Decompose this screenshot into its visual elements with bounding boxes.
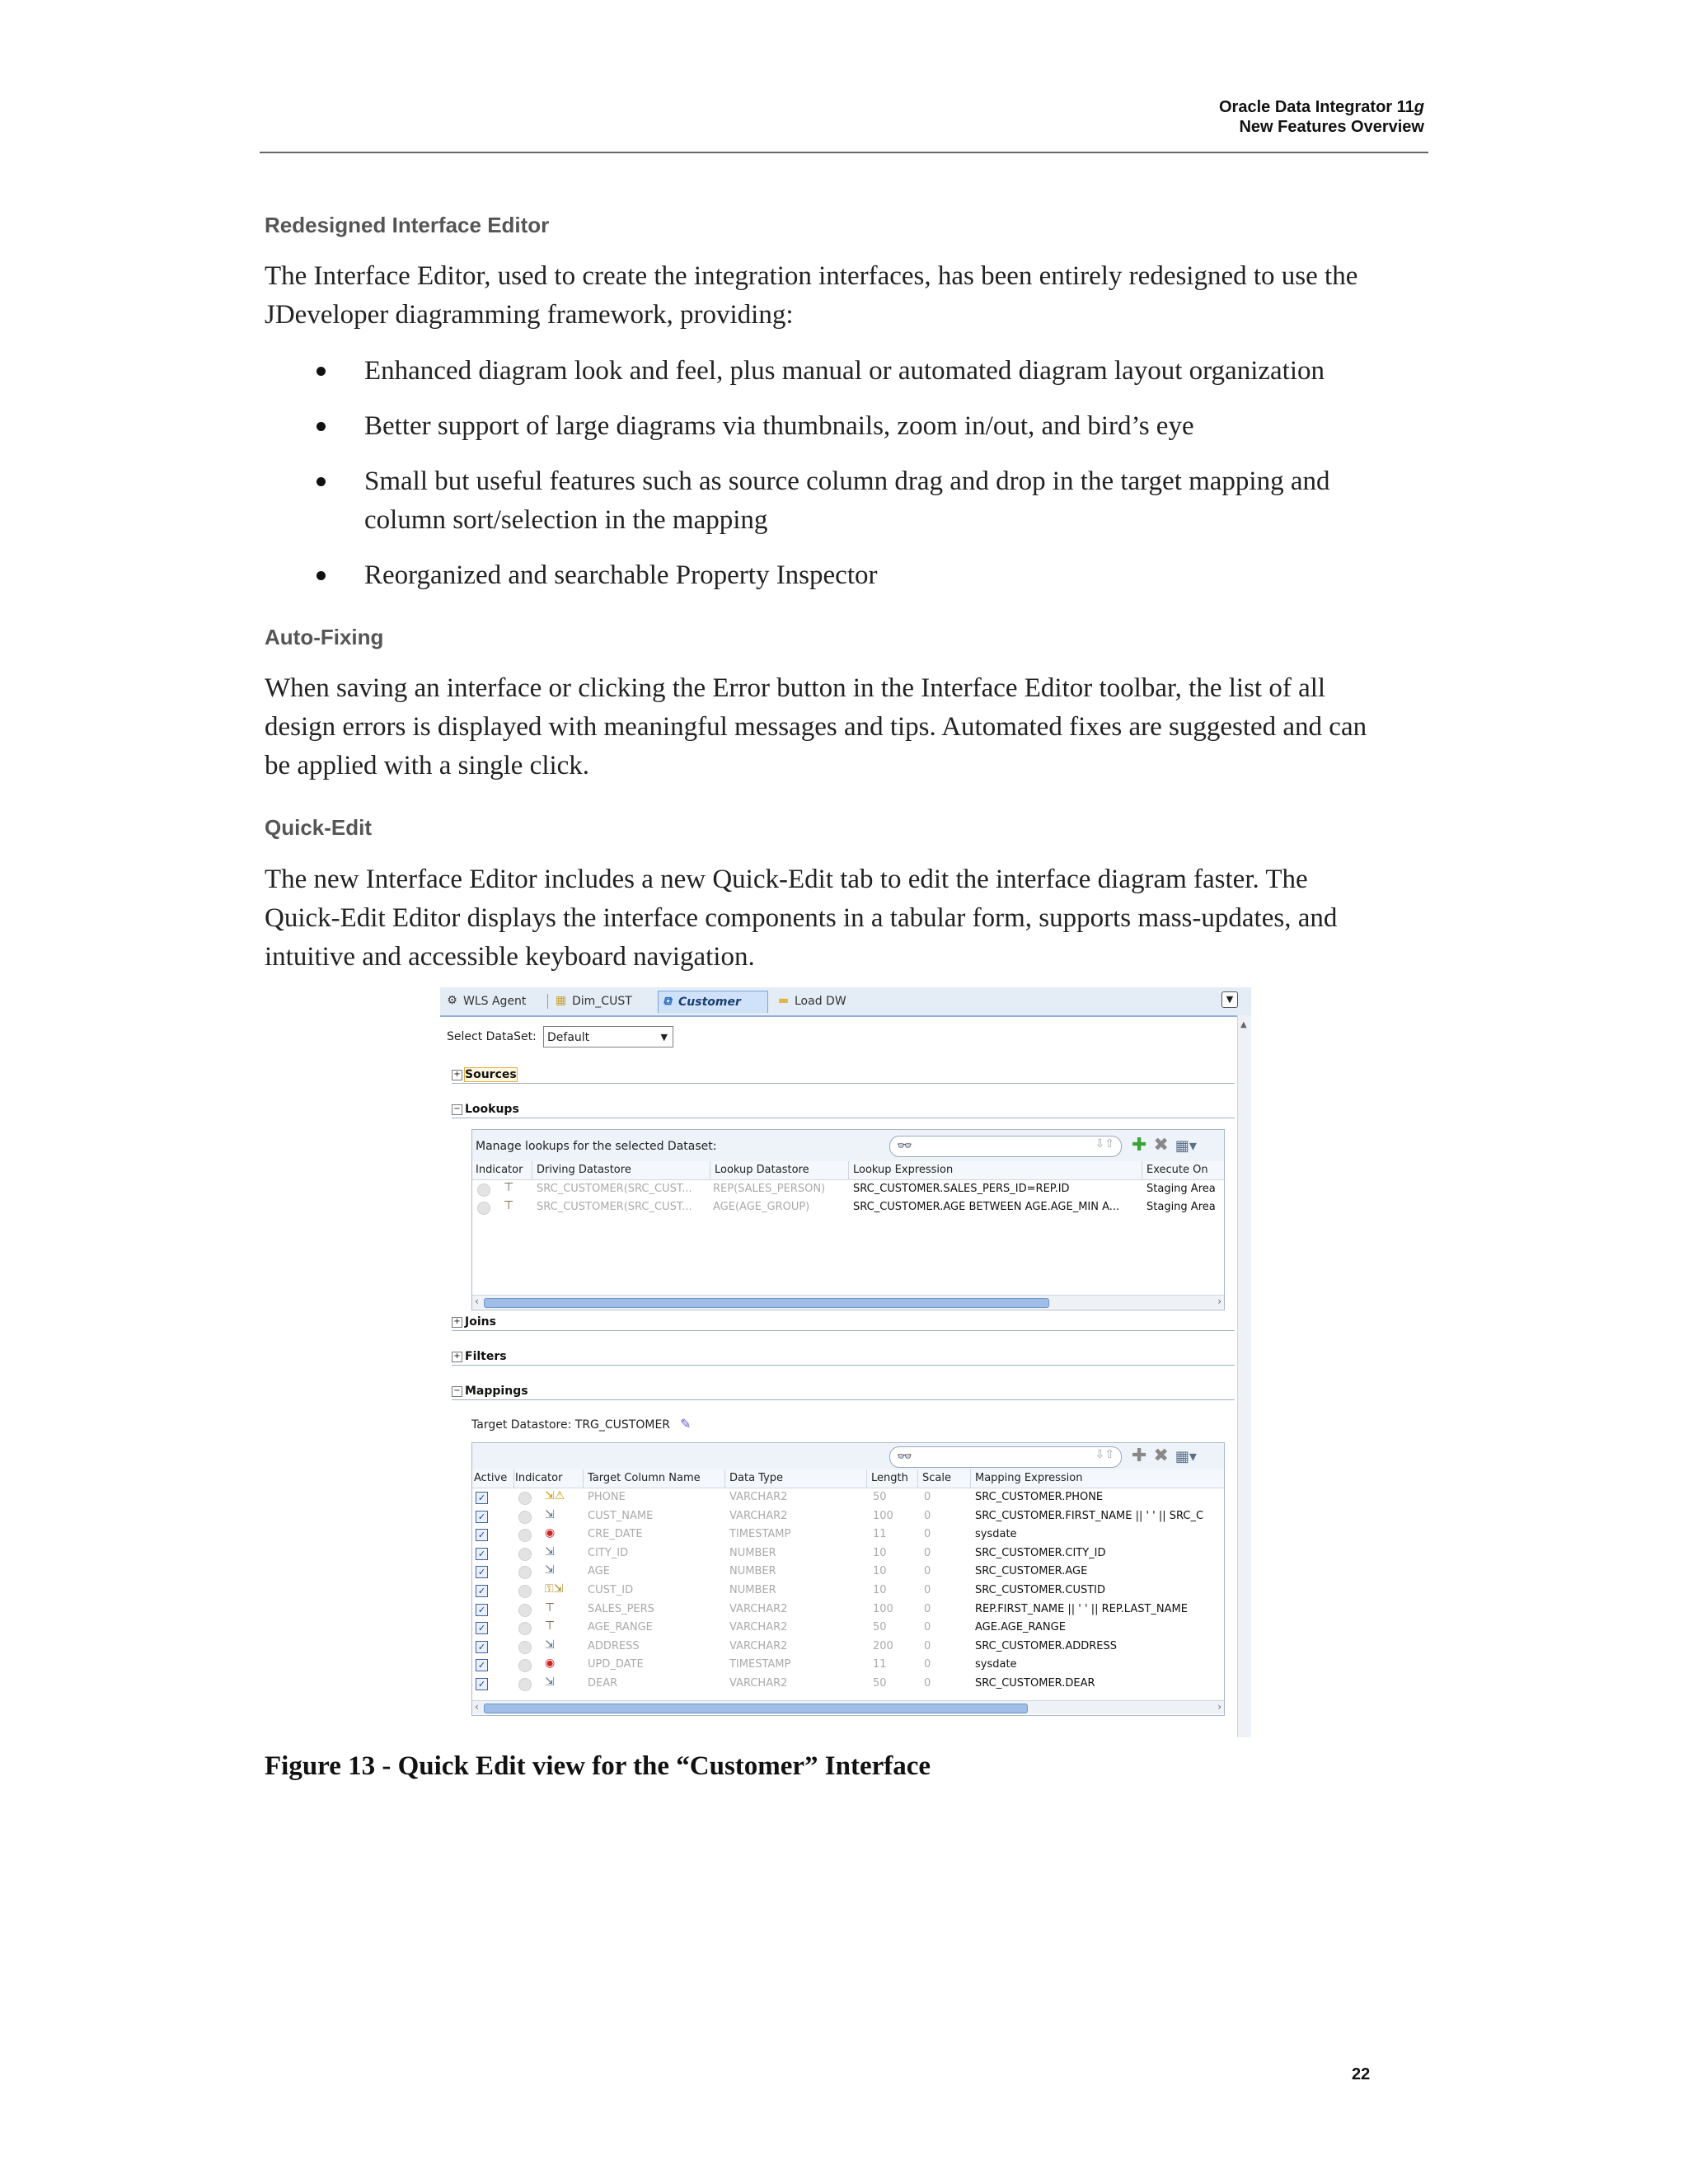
indicator-mapping-icon: ⇲ [545, 1544, 555, 1558]
scroll-up-icon[interactable]: ▲ [1240, 1020, 1247, 1029]
scroll-right-icon[interactable]: › [1217, 1296, 1221, 1307]
active-checkbox[interactable]: ✓ [476, 1548, 488, 1560]
collapse-icon[interactable]: − [452, 1104, 462, 1115]
add-icon[interactable]: ✚ [1132, 1446, 1147, 1466]
scroll-left-icon[interactable]: ‹ [475, 1701, 479, 1713]
search-nav-arrows-icon[interactable]: ⇩⇧ [1095, 1137, 1114, 1151]
active-checkbox[interactable]: ✓ [476, 1678, 488, 1690]
active-checkbox[interactable]: ✓ [476, 1641, 488, 1653]
tab-list-menu-button[interactable] [1221, 991, 1238, 1008]
tab-load-dw[interactable]: ▬ Load DW [777, 994, 846, 1008]
active-checkbox[interactable]: ✓ [476, 1659, 488, 1671]
heading-redesigned: Redesigned Interface Editor [265, 213, 550, 237]
table-row[interactable]: ✓ ⇲ CITY_ID NUMBER 10 0 SRC_CUSTOMER.CITY_ID [472, 1544, 1224, 1563]
lookups-search-input[interactable] [889, 1136, 1122, 1157]
list-item: Reorganized and searchable Property Inspector [316, 556, 1413, 595]
chevron-down-icon: ▼ [1226, 994, 1234, 1005]
expand-icon[interactable]: + [452, 1070, 462, 1080]
indicator-mapping-icon: ⇲ [545, 1638, 555, 1652]
table-row[interactable]: ✓ ⇲⚠ PHONE VARCHAR2 50 0 SRC_CUSTOMER.PHONE [472, 1488, 1224, 1507]
edit-datastore-icon[interactable]: ✎ [680, 1416, 692, 1432]
indicator-mapping-icon: ⇲ [545, 1675, 555, 1689]
indicator-warning-icon: ⇲⚠ [545, 1489, 565, 1502]
expand-icon[interactable]: + [452, 1317, 462, 1328]
mappings-search-input[interactable] [889, 1446, 1122, 1468]
mappings-panel [471, 1442, 1225, 1716]
expand-icon[interactable]: + [452, 1352, 462, 1362]
dataset-label: Select DataSet: [447, 1030, 537, 1043]
header-subtitle: New Features Overview [1239, 118, 1424, 136]
paragraph-redesigned: The Interface Editor, used to create the integration interfaces, has been entirely redesigned to use the JDeveloper diagramming framework, providing: [265, 261, 1358, 330]
figure-caption: Figure 13 - Quick Edit view for the “Customer” Interface [265, 1751, 931, 1781]
running-header [1219, 97, 1424, 137]
table-row[interactable]: ✓ ⇲ DEAR VARCHAR2 50 0 SRC_CUSTOMER.DEAR [472, 1675, 1224, 1693]
paragraph-quickedit: The new Interface Editor includes a new Quick-Edit tab to edit the interface diagram faster. The Quick-Edit Editor displays the interface components in a tabular form, supports mass-updates, and intuitive and accessible keyboard navigation. [265, 865, 1338, 972]
table-row[interactable]: ✓ ⚿⇲ CUST_ID NUMBER 10 0 SRC_CUSTOMER.CUSTID [472, 1582, 1224, 1600]
collapse-icon[interactable]: − [452, 1386, 462, 1397]
table-row[interactable]: ✓ ⊤ AGE_RANGE VARCHAR2 50 0 AGE.AGE_RANGE [472, 1619, 1224, 1637]
list-item: Small but useful features such as source column drag and drop in the target mapping and column sort/selection in the mapping [316, 462, 1413, 540]
lookup-icon: ⊤ [504, 1181, 514, 1194]
binoculars-icon: 👓 [897, 1449, 912, 1464]
section-filters[interactable]: + Filters [452, 1350, 507, 1363]
section-joins[interactable]: + Joins [452, 1315, 496, 1329]
list-item: Better support of large diagrams via thumbnails, zoom in/out, and bird’s eye [316, 407, 1413, 446]
scroll-left-icon[interactable]: ‹ [475, 1296, 479, 1307]
interface-icon: ⧉ [663, 995, 672, 1008]
binoculars-icon: 👓 [897, 1138, 912, 1153]
indicator-expression-icon: ◉ [545, 1526, 556, 1540]
active-checkbox[interactable]: ✓ [476, 1529, 488, 1541]
indicator-lookup-icon: ⊤ [545, 1619, 556, 1633]
active-checkbox[interactable]: ✓ [476, 1566, 488, 1578]
search-nav-arrows-icon[interactable]: ⇩⇧ [1095, 1448, 1114, 1461]
paragraph-autofix: When saving an interface or clicking the Error button in the Interface Editor toolbar, the list of all design errors is displayed with meaningful messages and tips. Automated fixes are suggested and can be applied with a single click. [265, 673, 1367, 780]
section-mappings[interactable]: − Mappings [452, 1385, 528, 1398]
indicator-expression-icon: ◉ [545, 1657, 556, 1671]
indicator-mapping-icon: ⇲ [545, 1563, 555, 1577]
lookups-panel [471, 1129, 1225, 1310]
indicator-lookup-icon: ⊤ [545, 1601, 556, 1615]
gear-icon: ⚙ [447, 994, 457, 1007]
header-title: Oracle Data Integrator 11g [1219, 98, 1424, 116]
active-checkbox[interactable]: ✓ [476, 1511, 488, 1523]
chevron-down-icon: ▼ [660, 1032, 668, 1043]
target-datastore: Target Datastore: TRG_CUSTOMER ✎ [471, 1416, 692, 1432]
table-icon: ▦ [555, 994, 567, 1007]
delete-icon[interactable]: ✖ [1153, 1446, 1169, 1466]
add-icon[interactable]: ✚ [1132, 1135, 1147, 1155]
section-lookups[interactable]: − Lookups [452, 1103, 519, 1116]
table-row[interactable]: ✓ ⇲ CUST_NAME VARCHAR2 100 0 SRC_CUSTOMER.FIRST_NAME || ' ' || SRC_C [472, 1507, 1224, 1526]
dataset-select[interactable]: Default ▼ [543, 1026, 673, 1047]
table-row[interactable]: ✓ ◉ CRE_DATE TIMESTAMP 11 0 sysdate [472, 1526, 1224, 1544]
horizontal-scrollbar[interactable] [472, 1295, 1224, 1309]
editor-tab-bar [440, 987, 1251, 1017]
lookups-grid-header: Indicator Driving Datastore Lookup Datastore Lookup Expression Execute On [472, 1161, 1224, 1180]
bullet-list [316, 352, 1413, 612]
indicator-key-icon: ⚿⇲ [545, 1582, 564, 1596]
active-checkbox[interactable]: ✓ [476, 1492, 488, 1504]
table-row[interactable]: ⊤ SRC_CUSTOMER(SRC_CUST... REP(SALES_PERSON) SRC_CUSTOMER.SALES_PERS_ID=REP.ID Staging Area [472, 1180, 1224, 1198]
section-sources[interactable]: + Sources [452, 1068, 517, 1081]
vertical-scrollbar[interactable] [1237, 1015, 1251, 1737]
heading-autofix: Auto-Fixing [265, 625, 384, 649]
horizontal-scrollbar[interactable] [472, 1700, 1224, 1714]
header-rule [260, 152, 1428, 153]
active-checkbox[interactable]: ✓ [476, 1604, 488, 1616]
columns-menu-icon[interactable]: ▦▾ [1175, 1137, 1197, 1155]
page-number: 22 [1352, 2065, 1371, 2083]
tab-dim-cust[interactable]: ▦ Dim_CUST [555, 994, 632, 1008]
scroll-right-icon[interactable]: › [1217, 1701, 1221, 1713]
list-item: Enhanced diagram look and feel, plus manual or automated diagram layout organization [316, 352, 1413, 391]
table-row[interactable]: ⊤ SRC_CUSTOMER(SRC_CUST... AGE(AGE_GROUP) SRC_CUSTOMER.AGE BETWEEN AGE.AGE_MIN A... Staging Area [472, 1198, 1224, 1216]
heading-quickedit: Quick-Edit [265, 815, 373, 840]
tab-customer[interactable]: ⧉ Customer [658, 991, 768, 1013]
table-row[interactable]: ✓ ⇲ ADDRESS VARCHAR2 200 0 SRC_CUSTOMER.ADDRESS [472, 1638, 1224, 1656]
active-checkbox[interactable]: ✓ [476, 1622, 488, 1634]
table-row[interactable]: ✓ ⊤ SALES_PERS VARCHAR2 100 0 REP.FIRST_NAME || ' ' || REP.LAST_NAME [472, 1601, 1224, 1619]
delete-icon[interactable]: ✖ [1153, 1135, 1169, 1155]
quick-edit-screenshot [440, 987, 1251, 1737]
table-row[interactable]: ✓ ⇲ AGE NUMBER 10 0 SRC_CUSTOMER.AGE [472, 1563, 1224, 1581]
mappings-grid-header: Active Indicator Target Column Name Data Type Length Scale Mapping Expression [472, 1469, 1224, 1488]
active-checkbox[interactable]: ✓ [476, 1585, 488, 1597]
lookups-manage-label: Manage lookups for the selected Dataset: [476, 1140, 717, 1153]
lookup-icon: ⊤ [504, 1199, 514, 1212]
columns-menu-icon[interactable]: ▦▾ [1175, 1448, 1197, 1465]
indicator-mapping-icon: ⇲ [545, 1507, 555, 1521]
folder-icon: ▬ [777, 994, 790, 1007]
tab-wls-agent[interactable]: ⚙ WLS Agent [443, 991, 562, 1012]
table-row[interactable]: ✓ ◉ UPD_DATE TIMESTAMP 11 0 sysdate [472, 1656, 1224, 1674]
